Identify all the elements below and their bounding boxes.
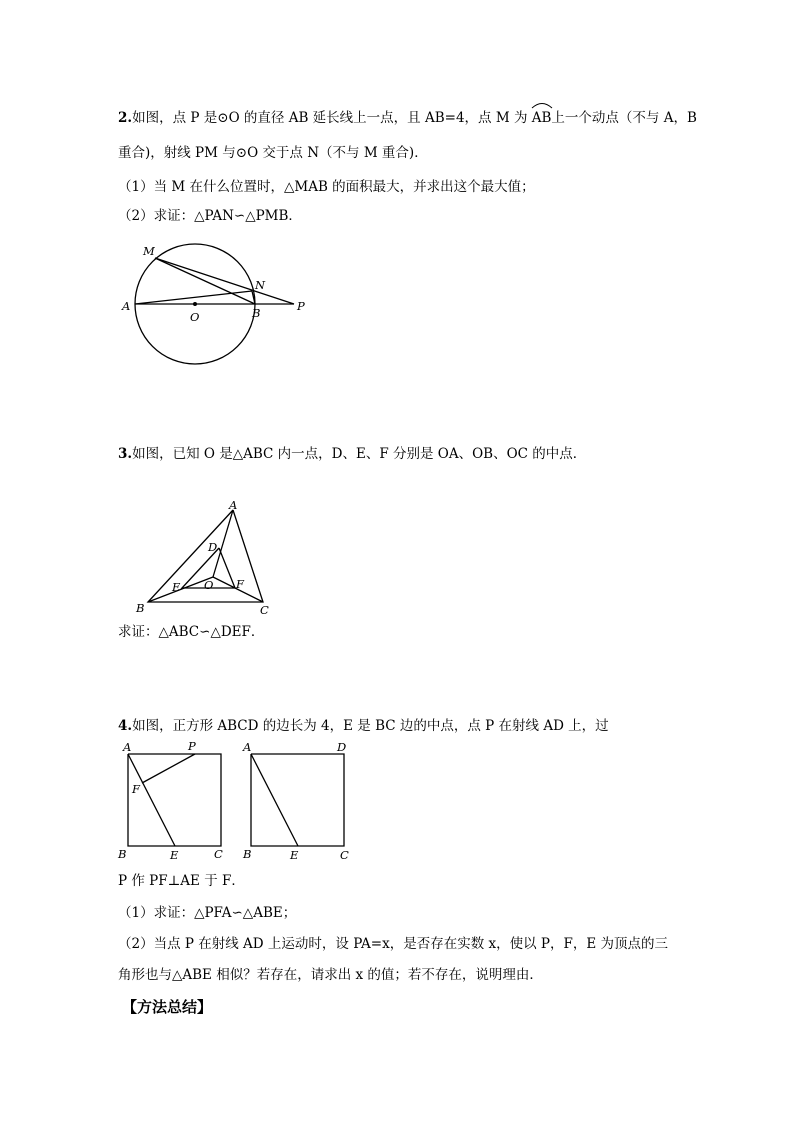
label-b: B	[136, 601, 145, 615]
line-pf	[142, 754, 195, 783]
q4-figure-2	[238, 738, 362, 864]
q2-line-2: 重合)，射线 PM 与⊙O 交于点 N（不与 M 重合)．	[118, 145, 428, 161]
q3-prove: 求证：△ABC∽△DEF．	[118, 624, 265, 640]
label-b: B	[252, 306, 261, 320]
line-ae	[128, 754, 175, 846]
method-summary-heading: 【方法总结】	[122, 998, 213, 1016]
label-o: O	[204, 578, 214, 592]
q2-part-1: （1）当 M 在什么位置时，△MAB 的面积最大，并求出这个最大值；	[118, 179, 535, 195]
label-p: P	[188, 739, 196, 753]
label-m: M	[143, 244, 155, 258]
label-d: D	[208, 540, 218, 554]
label-b: B	[118, 847, 127, 861]
square-abcd-2	[251, 754, 344, 846]
label-c: C	[260, 603, 269, 617]
label-c: C	[340, 848, 349, 862]
q2-text-b: 上一个动点（不与 A，B	[551, 110, 697, 126]
q3-number: 3.	[118, 446, 133, 462]
label-a: A	[229, 498, 238, 512]
label-c: C	[214, 847, 223, 861]
q4-text: 如图，正方形 ABCD 的边长为 4，E 是 BC 边的中点，点 P 在射线 AD 上，过	[132, 718, 609, 734]
line-mp	[155, 258, 294, 304]
q4-line-1	[118, 716, 609, 736]
line-ae	[251, 754, 298, 846]
label-f: F	[132, 782, 140, 796]
q2-number: 2.	[118, 110, 133, 126]
q4-line-2: P 作 PF⊥AE 于 F．	[118, 873, 245, 889]
q4-part-1: （1）求证：△PFA∽△ABE；	[118, 905, 297, 921]
q3-line-1	[118, 444, 586, 464]
q2-part-2: （2）求证：△PAN∽△PMB．	[118, 208, 302, 224]
q2-text-a: 如图，点 P 是⊙O 的直径 AB 延长线上一点，且 AB=4，点 M 为	[132, 110, 532, 126]
q4-number: 4.	[118, 718, 133, 734]
label-e: E	[290, 848, 299, 862]
q4-figure-1	[114, 738, 238, 864]
label-b: B	[243, 847, 252, 861]
q2-arc-ab: AB	[532, 108, 552, 128]
label-a: A	[243, 740, 252, 754]
label-a: A	[123, 740, 132, 754]
q3-figure	[130, 496, 280, 620]
center-dot	[193, 302, 197, 306]
q2-figure	[118, 238, 318, 370]
label-e: E	[170, 848, 179, 862]
q4-part-2: （2）当点 P 在射线 AD 上运动时，设 PA=x，是否存在实数 x，使以 P，F，E 为顶点的三	[118, 936, 669, 952]
square-abcd-1	[128, 754, 221, 846]
label-a: A	[122, 299, 131, 313]
label-e: E	[172, 580, 181, 594]
label-d: D	[337, 740, 347, 754]
label-p: P	[297, 299, 305, 313]
q4-part-2-cont: 角形也与△ABE 相似？若存在，请求出 x 的值；若不存在，说明理由．	[118, 967, 543, 983]
label-o: O	[190, 310, 200, 324]
q3-text: 如图，已知 O 是△ABC 内一点，D、E、F 分别是 OA、OB、OC 的中点．	[132, 446, 587, 462]
line-an	[135, 291, 252, 304]
q2-line-1	[118, 108, 697, 128]
label-n: N	[255, 278, 266, 292]
arc-mark-icon	[531, 101, 553, 109]
label-f: F	[236, 577, 244, 591]
